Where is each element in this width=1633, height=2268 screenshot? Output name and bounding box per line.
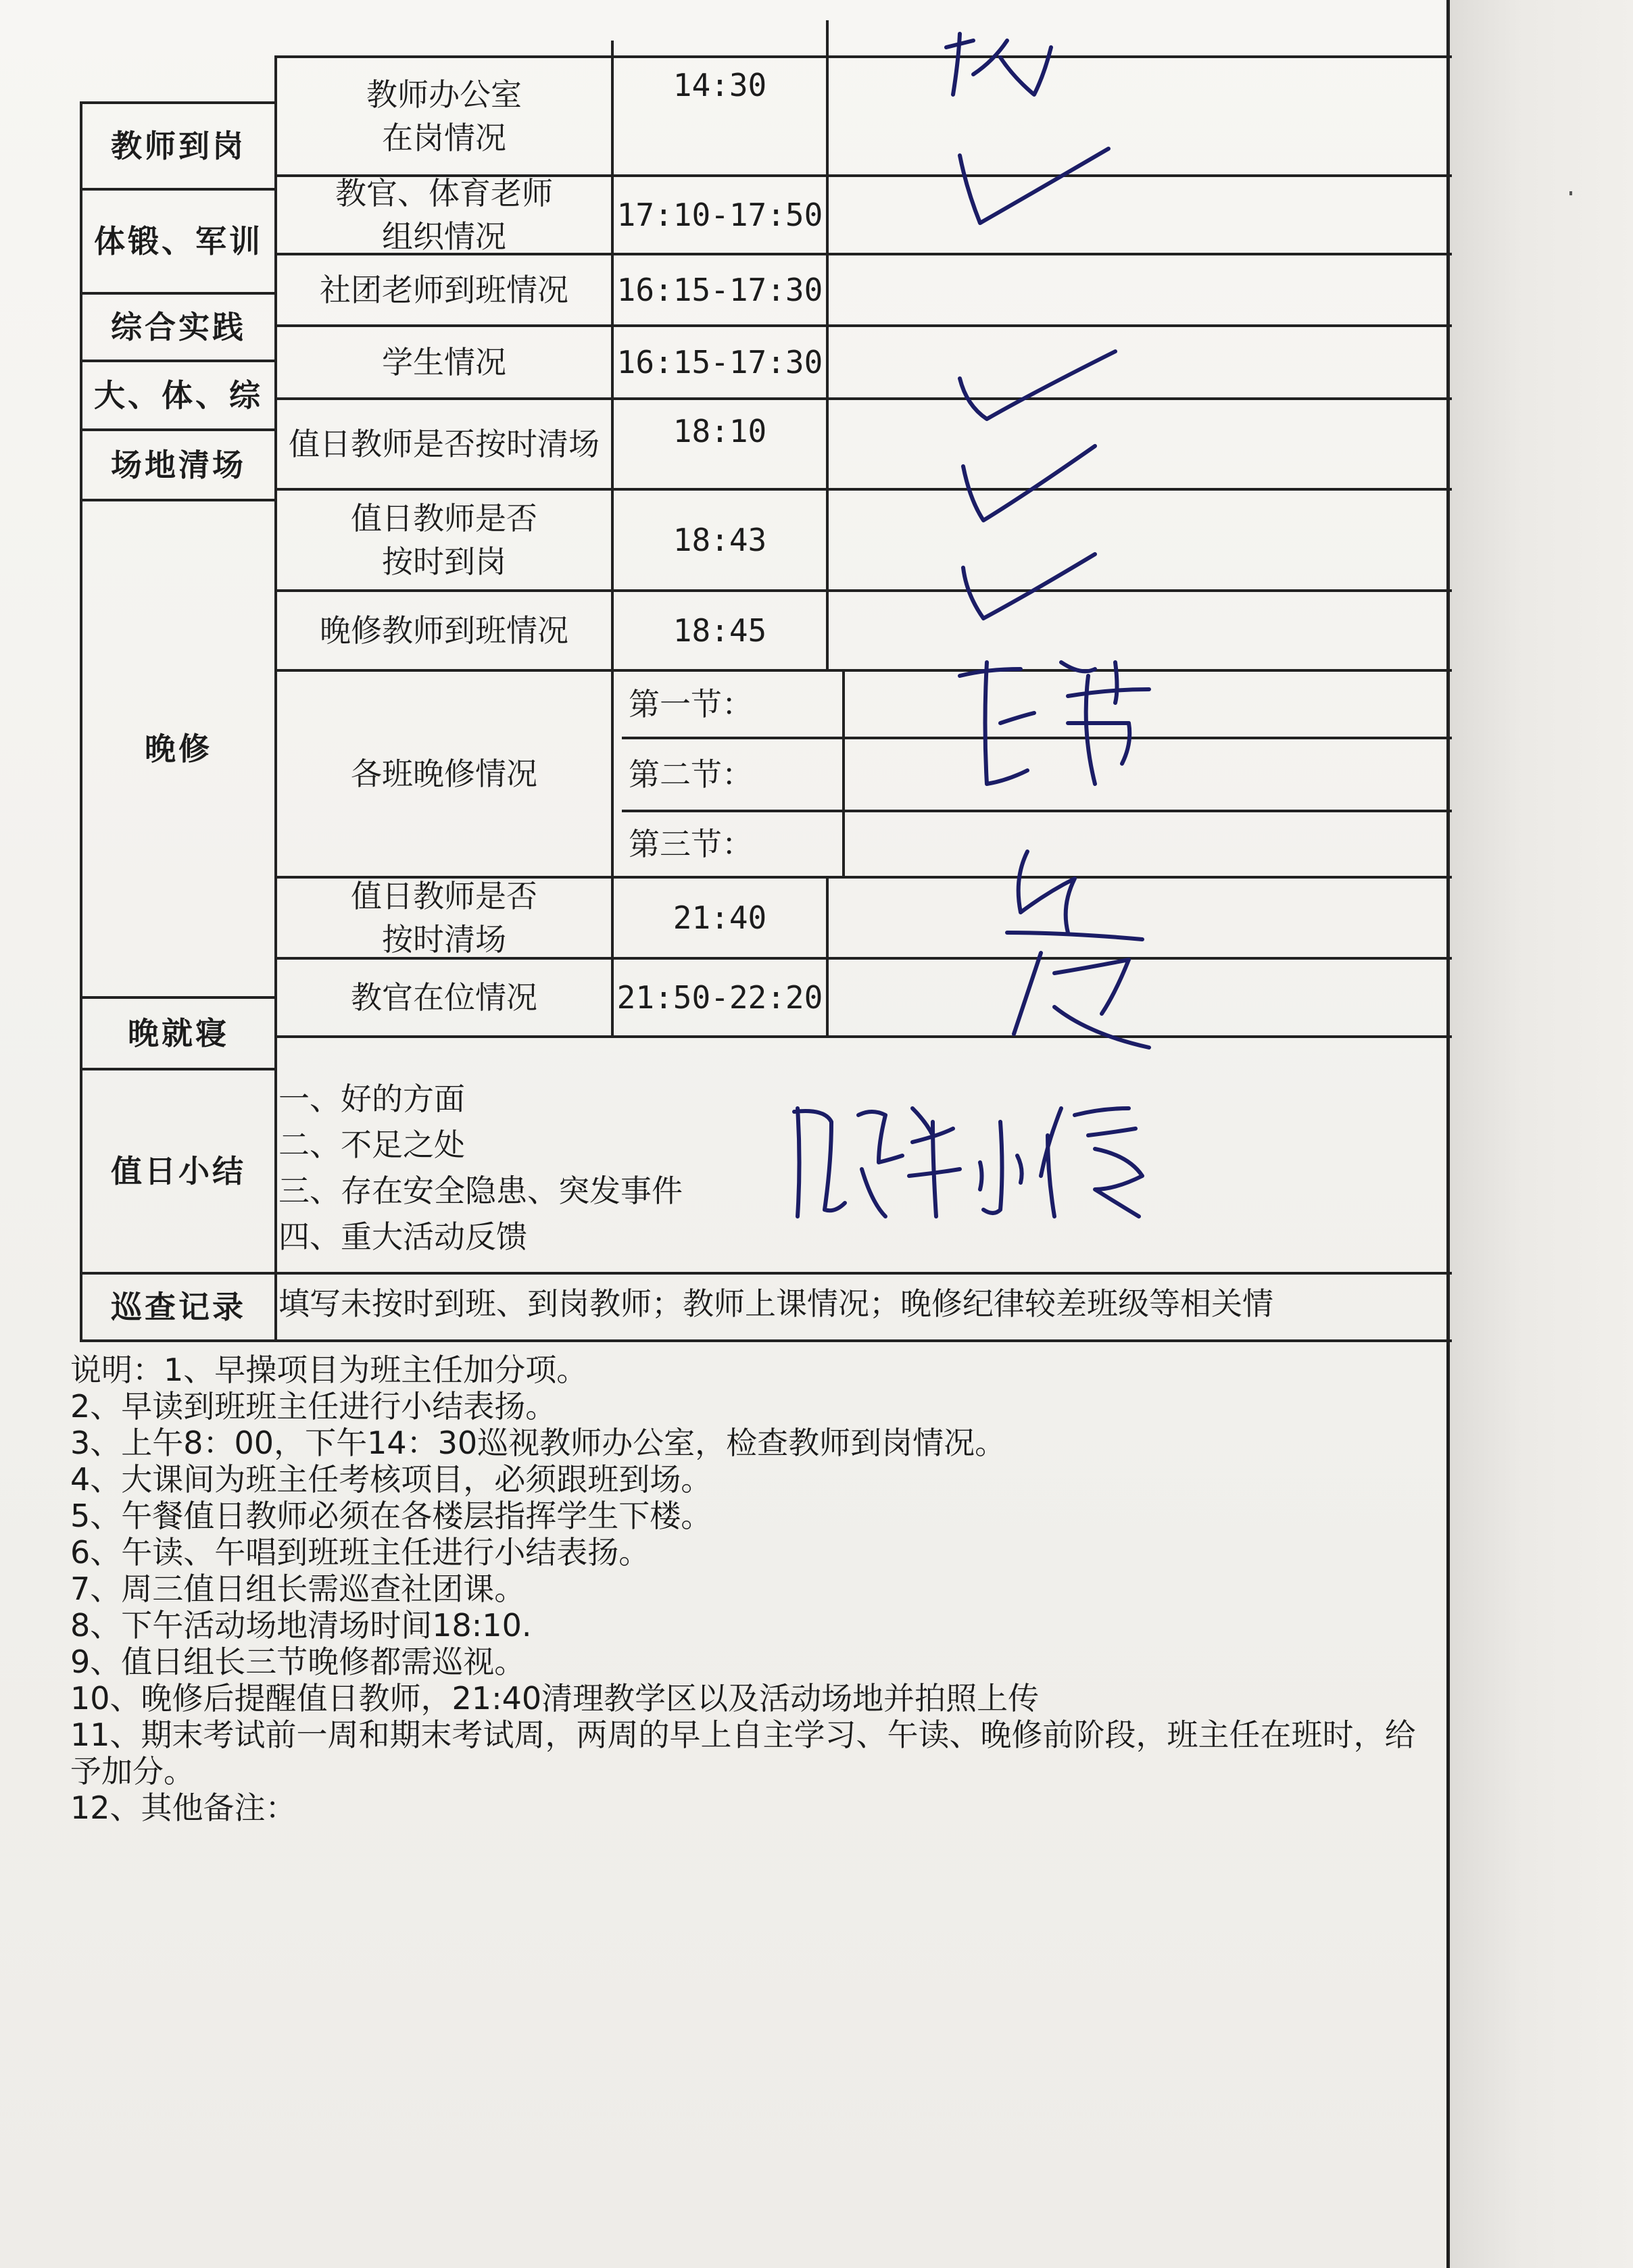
time-bedtime: 21:50-22:20 bbox=[616, 979, 823, 1016]
note-line: 10、晚修后提醒值日教师，21:40清理教学区以及活动场地并拍照上传 bbox=[70, 1680, 1040, 1717]
note-line: 8、下午活动场地清场时间18:10. bbox=[70, 1607, 532, 1644]
note-line: 9、值日组长三节晚修都需巡视。 bbox=[70, 1644, 526, 1680]
handwritten-summary-note bbox=[777, 1081, 1163, 1230]
note-line: 5、午餐值日教师必须在各楼层指挥学生下楼。 bbox=[70, 1498, 712, 1534]
category-big-pe: 大、体、综 bbox=[94, 377, 263, 414]
time-duty-arrival: 18:43 bbox=[673, 522, 767, 558]
item-duty-arrival: 值日教师是否 按时到岗 bbox=[351, 500, 537, 580]
time-training: 17:10-17:50 bbox=[616, 197, 823, 233]
category-daily-summary: 值日小结 bbox=[111, 1153, 246, 1189]
patrol-record-text: 填写未按时到班、到岗教师；教师上课情况；晚修纪律较差班级等相关情 bbox=[278, 1285, 1273, 1322]
item-instructor-organization: 教官、体育老师 组织情况 bbox=[335, 175, 553, 255]
background-surface bbox=[1450, 0, 1633, 2268]
check-mark bbox=[946, 541, 1108, 642]
time-students: 16:15-17:30 bbox=[616, 344, 823, 380]
category-patrol-record: 巡查记录 bbox=[111, 1289, 246, 1325]
check-mark bbox=[946, 338, 1122, 439]
note-line: 12、其他备注： bbox=[70, 1790, 297, 1826]
item-evening-teacher: 晚修教师到班情况 bbox=[320, 612, 568, 649]
notes-section bbox=[70, 1352, 1442, 1826]
period-2-label: 第二节： bbox=[629, 756, 753, 793]
item-student-status: 学生情况 bbox=[382, 344, 506, 380]
item-instructor-presence: 教官在位情况 bbox=[351, 979, 537, 1016]
note-line: 4、大课间为班主任考核项目，必须跟班到场。 bbox=[70, 1461, 712, 1498]
category-practice: 综合实践 bbox=[111, 309, 246, 345]
summary-item: 一、好的方面 bbox=[278, 1081, 465, 1117]
item-clear-on-time: 值日教师是否按时清场 bbox=[289, 426, 600, 462]
note-line: 7、周三值日组长需巡查社团课。 bbox=[70, 1571, 526, 1607]
category-bedtime: 晚就寝 bbox=[128, 1015, 229, 1052]
item-club-teacher: 社团老师到班情况 bbox=[320, 272, 568, 308]
time-club: 16:15-17:30 bbox=[616, 272, 823, 308]
note-line: 2、早读到班班主任进行小结表扬。 bbox=[70, 1388, 557, 1425]
period-1-label: 第一节： bbox=[629, 686, 753, 722]
note-line: 11、期末考试前一周和期末考试周，两周的早上自主学习、午读、晚修前阶段，班主任在班时，给予加分。 bbox=[70, 1717, 1416, 1790]
handwritten-signature-top bbox=[933, 20, 1068, 122]
category-physical-training: 体锻、军训 bbox=[94, 223, 263, 260]
note-line: 6、午读、午唱到班班主任进行小结表扬。 bbox=[70, 1534, 650, 1571]
category-evening-study: 晚修 bbox=[145, 731, 212, 767]
item-duty-clearing: 值日教师是否 按时清场 bbox=[351, 878, 537, 958]
time-clearing: 18:10 bbox=[673, 413, 767, 449]
item-office-attendance: 教师办公室 在岗情况 bbox=[366, 76, 522, 156]
speck bbox=[1569, 191, 1572, 195]
check-mark bbox=[946, 128, 1122, 243]
note-line: 3、上午8：00，下午14：30巡视教师办公室，检查教师到岗情况。 bbox=[70, 1425, 1006, 1461]
summary-item: 四、重大活动反馈 bbox=[278, 1218, 527, 1255]
check-mark bbox=[946, 426, 1108, 534]
summary-item: 二、不足之处 bbox=[278, 1127, 465, 1163]
category-field-clearing: 场地清场 bbox=[111, 447, 246, 483]
handwritten-signature-middle bbox=[946, 649, 1176, 811]
period-3-label: 第三节： bbox=[629, 826, 753, 862]
handwritten-signature-lower bbox=[987, 838, 1169, 1061]
time-evening-teacher: 18:45 bbox=[673, 612, 767, 649]
category-teacher-attendance: 教师到岗 bbox=[111, 128, 246, 164]
summary-list bbox=[278, 1076, 792, 1260]
summary-item: 三、存在安全隐患、突发事件 bbox=[278, 1173, 683, 1209]
time-duty-clearing: 21:40 bbox=[673, 899, 767, 936]
item-class-evening-status: 各班晚修情况 bbox=[351, 756, 537, 792]
note-line: 说明：1、早操项目为班主任加分项。 bbox=[70, 1352, 588, 1388]
time-office: 14:30 bbox=[673, 67, 767, 103]
